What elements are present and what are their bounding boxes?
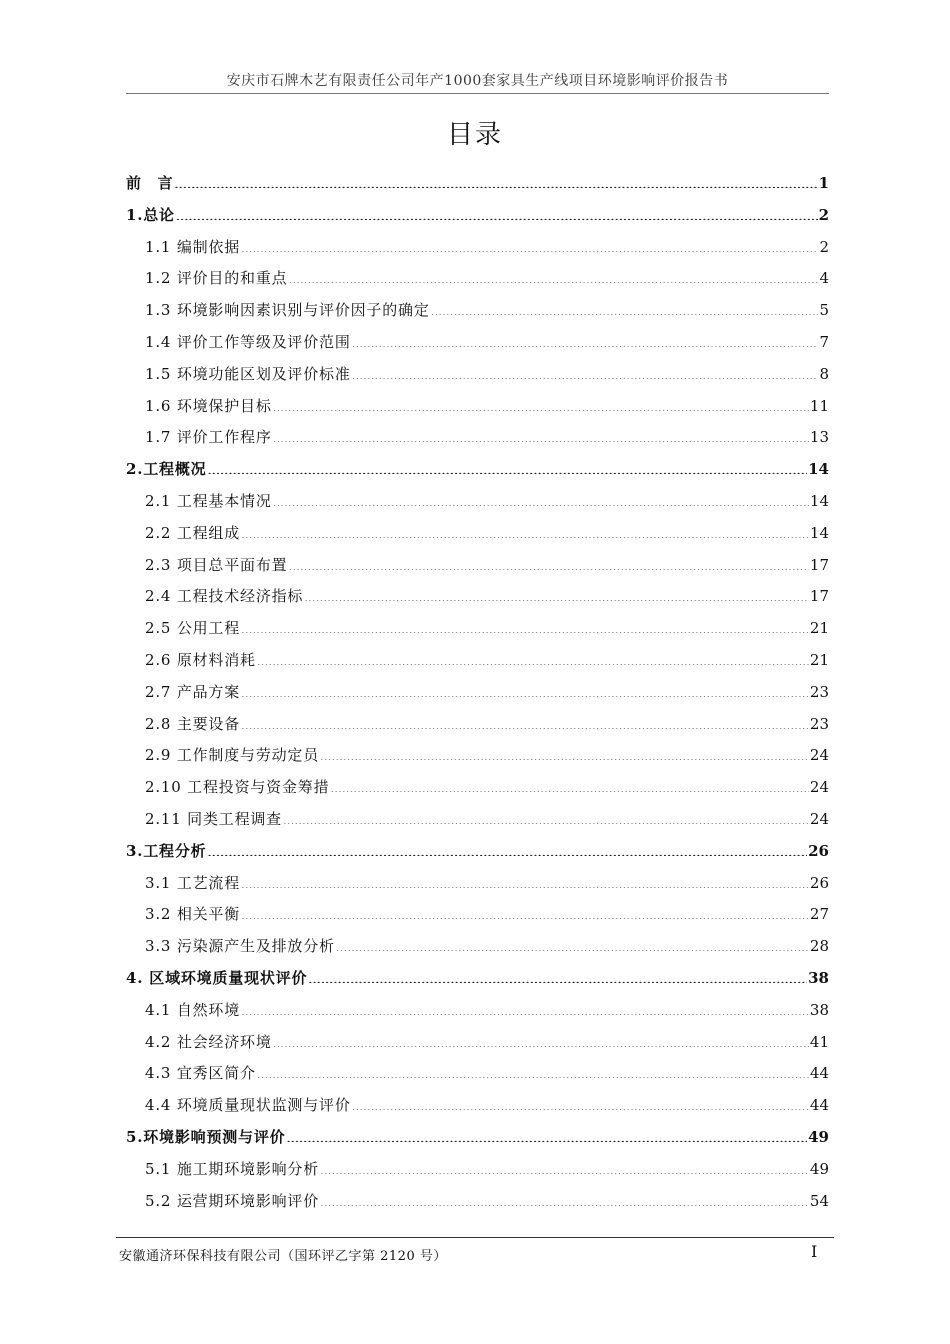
toc-dot-leader: [320, 1192, 809, 1206]
toc-section-entry[interactable]: [126, 677, 829, 709]
toc-entry-page: 41: [809, 1032, 829, 1051]
toc-entry-line: [126, 1127, 829, 1147]
toc-entry-page: 5: [819, 301, 829, 320]
toc-entry-label: 4.1 自然环境: [145, 1000, 241, 1019]
toc-section-entry[interactable]: [126, 1027, 829, 1059]
toc-chapter-entry[interactable]: [126, 1122, 829, 1154]
toc-chapter-entry[interactable]: [126, 454, 829, 486]
toc-entry-page: 11: [809, 396, 829, 415]
toc-entry-page: 24: [809, 809, 829, 828]
toc-entry-page: 26: [809, 873, 829, 892]
toc-entry-page: 2: [819, 237, 829, 256]
toc-entry-label: 2.5 公用工程: [145, 619, 241, 638]
toc-section-entry[interactable]: [126, 327, 829, 359]
running-header: 安庆市石牌木艺有限责任公司年产1000套家具生产线项目环境影响评价报告书: [226, 73, 729, 89]
toc-entry-line: [126, 364, 829, 384]
toc-section-entry[interactable]: [126, 995, 829, 1027]
toc-dot-leader: [283, 810, 809, 824]
toc-entry-line: [126, 300, 829, 320]
toc-dot-leader: [330, 778, 809, 792]
toc-dot-leader: [241, 715, 809, 729]
toc-entry-line: [126, 968, 829, 988]
toc-entry-page: 14: [809, 491, 829, 510]
toc-entry-label: 1.3 环境影响因素识别与评价因子的确定: [145, 301, 430, 320]
toc-entry-line: [126, 205, 829, 225]
toc-dot-leader: [286, 1128, 807, 1142]
toc-entry-label: 2.9 工作制度与劳动定员: [145, 746, 320, 765]
toc-entry-line: [126, 1095, 829, 1115]
toc-entry-label: 2.7 产品方案: [145, 682, 241, 701]
toc-entry-label: 1.总论: [126, 205, 175, 224]
toc-entry-label: 4. 区域环境质量现状评价: [126, 968, 308, 987]
toc-section-entry[interactable]: [126, 1090, 829, 1122]
toc-entry-label: 2.10 工程投资与资金筹措: [145, 778, 330, 797]
toc-dot-leader: [352, 1096, 809, 1110]
toc-entry-page: 14: [808, 460, 829, 479]
toc-chapter-entry[interactable]: [126, 168, 829, 200]
toc-entry-label: 1.1 编制依据: [145, 237, 241, 256]
toc-dot-leader: [288, 269, 818, 283]
toc-entry-label: 1.7 评价工作程序: [145, 428, 272, 447]
toc-dot-leader: [207, 460, 807, 474]
toc-entry-page: 44: [809, 1064, 829, 1083]
toc-entry-line: [126, 1191, 829, 1211]
toc-entry-line: [126, 841, 829, 861]
toc-dot-leader: [320, 1160, 809, 1174]
toc-section-entry[interactable]: [126, 295, 829, 327]
toc-chapter-entry[interactable]: [126, 200, 829, 232]
toc-entry-line: [126, 586, 829, 606]
toc-entry-line: [126, 1000, 829, 1020]
toc-entry-label: 1.2 评价目的和重点: [145, 269, 288, 288]
toc-entry-line: [126, 650, 829, 670]
toc-entry-line: [126, 555, 829, 575]
toc-entry-page: 26: [808, 841, 829, 860]
toc-section-entry[interactable]: [126, 1186, 829, 1218]
toc-section-entry[interactable]: [126, 1058, 829, 1090]
toc-dot-leader: [176, 206, 818, 220]
toc-dot-leader: [241, 874, 809, 888]
toc-entry-page: 14: [809, 523, 829, 542]
toc-section-entry[interactable]: [126, 645, 829, 677]
toc-entry-label: 2.工程概况: [126, 460, 207, 479]
toc-entry-line: [126, 873, 829, 893]
toc-entry-label: 5.环境影响预测与评价: [126, 1127, 286, 1146]
toc-chapter-entry[interactable]: [126, 836, 829, 868]
toc-entry-line: [126, 936, 829, 956]
toc-dot-leader: [352, 333, 819, 347]
toc-section-entry[interactable]: [126, 581, 829, 613]
toc-entry-page: 27: [809, 905, 829, 924]
toc-entry-label: 3.1 工艺流程: [145, 873, 241, 892]
toc-dot-leader: [174, 174, 817, 188]
toc-dot-leader: [320, 746, 809, 760]
toc-dot-leader: [241, 905, 809, 919]
toc-section-entry[interactable]: [126, 740, 829, 772]
toc-entry-page: 8: [819, 364, 829, 383]
footer-page-number: I: [811, 1242, 818, 1261]
toc-section-entry[interactable]: [126, 931, 829, 963]
toc-entry-label: 2.11 同类工程调查: [145, 809, 282, 828]
footer-divider: [116, 1237, 834, 1238]
toc-entry-page: 13: [809, 428, 829, 447]
toc-dot-leader: [308, 969, 807, 983]
toc-entry-page: 24: [809, 778, 829, 797]
toc-section-entry[interactable]: [126, 1154, 829, 1186]
toc-entry-line: [126, 904, 829, 924]
toc-entry-line: [126, 237, 829, 257]
toc-section-entry[interactable]: [126, 422, 829, 454]
toc-entry-line: [126, 427, 829, 447]
toc-entry-label: 2.1 工程基本情况: [145, 491, 272, 510]
toc-entry-label: 2.2 工程组成: [145, 523, 241, 542]
toc-dot-leader: [241, 238, 818, 252]
toc-dot-leader: [207, 842, 807, 856]
toc-entry-page: 4: [819, 269, 829, 288]
toc-entry-label: 2.4 工程技术经济指标: [145, 587, 304, 606]
toc-entry-page: 38: [808, 968, 829, 987]
toc-section-entry[interactable]: [126, 232, 829, 264]
toc-section-entry[interactable]: [126, 613, 829, 645]
toc-dot-leader: [273, 397, 809, 411]
toc-entry-line: [126, 332, 829, 352]
toc-entry-label: 1.6 环境保护目标: [145, 396, 272, 415]
toc-entry-label: 5.2 运营期环境影响评价: [145, 1191, 320, 1210]
toc-entry-page: 21: [809, 650, 829, 669]
toc-entry-line: [126, 396, 829, 416]
toc-section-entry[interactable]: [126, 804, 829, 836]
toc-entry-label: 3.工程分析: [126, 841, 207, 860]
toc-section-entry[interactable]: [126, 359, 829, 391]
toc-entry-line: [126, 714, 829, 734]
toc-entry-page: 49: [808, 1127, 829, 1146]
toc-entry-line: [126, 682, 829, 702]
header-divider: [126, 93, 829, 94]
toc-entry-label: 1.4 评价工作等级及评价范围: [145, 332, 351, 351]
toc-dot-leader: [241, 683, 809, 697]
toc-entry-page: 49: [809, 1159, 829, 1178]
toc-entry-line: [126, 618, 829, 638]
toc-entry-page: 44: [809, 1096, 829, 1115]
toc-entry-page: 28: [809, 937, 829, 956]
toc-entry-line: [126, 491, 829, 511]
toc-entry-page: 17: [809, 555, 829, 574]
toc-entry-page: 23: [809, 682, 829, 701]
toc-section-entry[interactable]: [126, 263, 829, 295]
toc-section-entry[interactable]: [126, 899, 829, 931]
toc-section-entry[interactable]: [126, 518, 829, 550]
page-title: 目录: [446, 120, 503, 150]
toc-dot-leader: [273, 428, 809, 442]
table-of-contents: [126, 168, 829, 1217]
toc-section-entry[interactable]: [126, 868, 829, 900]
toc-dot-leader: [336, 937, 809, 951]
toc-entry-page: 24: [809, 746, 829, 765]
toc-entry-label: 2.8 主要设备: [145, 714, 241, 733]
toc-entry-page: 2: [818, 205, 829, 224]
toc-entry-label: 2.3 项目总平面布置: [145, 555, 288, 574]
toc-section-entry[interactable]: [126, 550, 829, 582]
toc-entry-label: 4.2 社会经济环境: [145, 1032, 272, 1051]
toc-chapter-entry[interactable]: [126, 963, 829, 995]
toc-dot-leader: [241, 619, 809, 633]
toc-entry-label: 3.3 污染源产生及排放分析: [145, 937, 335, 956]
toc-entry-page: 21: [809, 619, 829, 638]
toc-entry-label: 3.2 相关平衡: [145, 905, 241, 924]
toc-entry-label: 1.5 环境功能区划及评价标准: [145, 364, 351, 383]
toc-entry-line: [126, 777, 829, 797]
toc-entry-line: [126, 1159, 829, 1179]
toc-entry-line: [126, 173, 829, 193]
toc-dot-leader: [431, 301, 819, 315]
toc-section-entry[interactable]: [126, 391, 829, 423]
toc-dot-leader: [273, 492, 809, 506]
toc-entry-label: 2.6 原材料消耗: [145, 650, 256, 669]
toc-entry-page: 17: [809, 587, 829, 606]
toc-dot-leader: [257, 651, 809, 665]
toc-entry-page: 23: [809, 714, 829, 733]
toc-entry-page: 1: [818, 174, 829, 192]
toc-section-entry[interactable]: [126, 486, 829, 518]
toc-dot-leader: [288, 556, 808, 570]
toc-dot-leader: [273, 1033, 809, 1047]
footer-company: 安徽通济环保科技有限公司（国环评乙字第 2120 号）: [119, 1249, 447, 1264]
toc-dot-leader: [352, 365, 819, 379]
toc-section-entry[interactable]: [126, 709, 829, 741]
toc-entry-label: 4.3 宜秀区简介: [145, 1064, 256, 1083]
toc-dot-leader: [257, 1064, 809, 1078]
toc-entry-page: 54: [809, 1191, 829, 1210]
toc-entry-line: [126, 809, 829, 829]
toc-entry-line: [126, 1032, 829, 1052]
toc-entry-line: [126, 459, 829, 479]
toc-section-entry[interactable]: [126, 772, 829, 804]
toc-entry-line: [126, 268, 829, 288]
toc-entry-label: 前 言: [126, 174, 174, 192]
toc-dot-leader: [304, 587, 809, 601]
toc-entry-label: 4.4 环境质量现状监测与评价: [145, 1096, 351, 1115]
toc-entry-page: 7: [819, 332, 829, 351]
toc-entry-line: [126, 1063, 829, 1083]
toc-entry-line: [126, 745, 829, 765]
toc-dot-leader: [241, 524, 809, 538]
toc-entry-line: [126, 523, 829, 543]
toc-dot-leader: [241, 1001, 809, 1015]
toc-entry-page: 38: [809, 1000, 829, 1019]
toc-entry-label: 5.1 施工期环境影响分析: [145, 1159, 320, 1178]
